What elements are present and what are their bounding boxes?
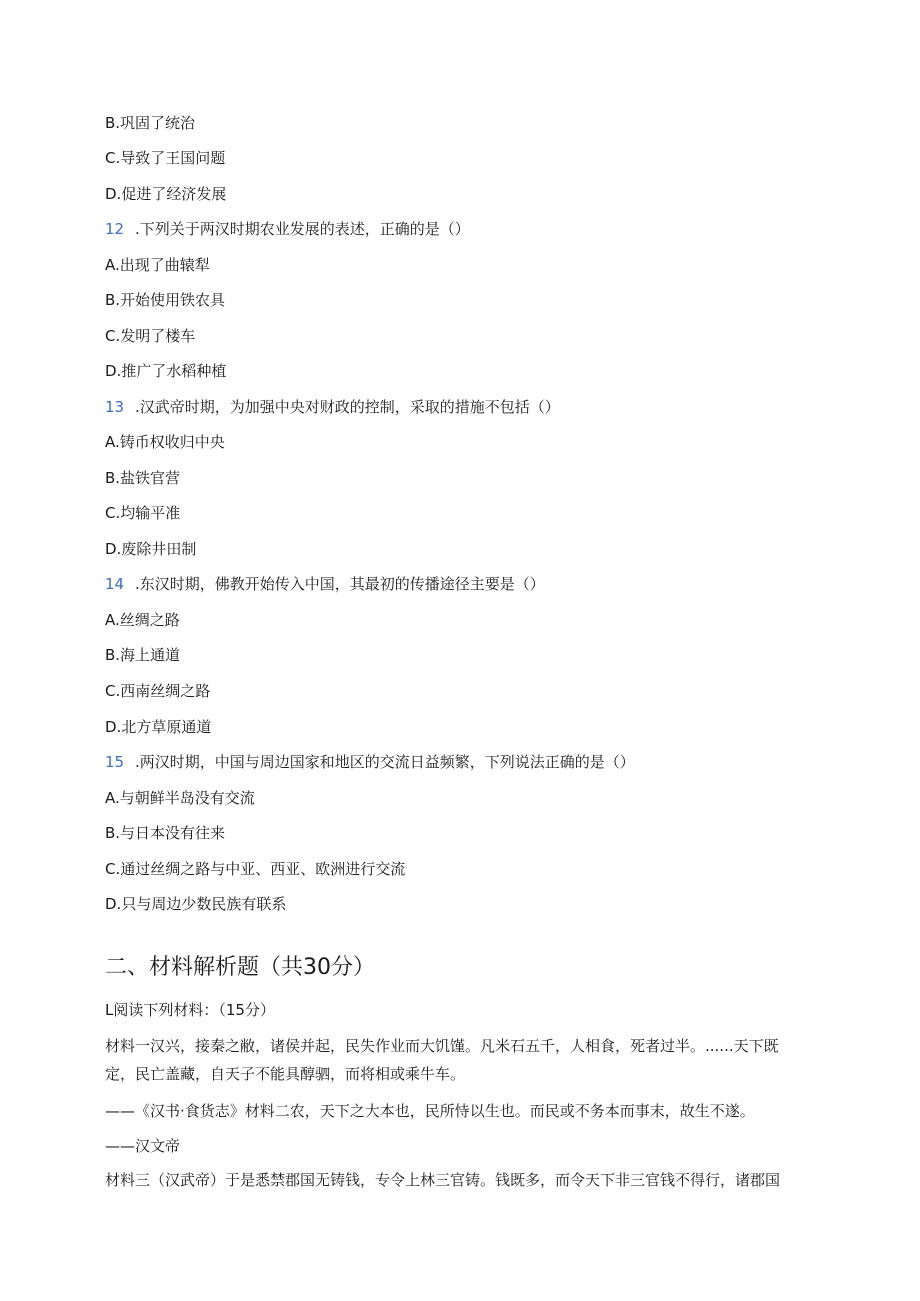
material-one: 材料一汉兴，接秦之敝，诸侯并起，民失作业而大饥馑。凡米石五千，人相食，死者过半。......天下既定，民亡盖藏，自天子不能具醇驷，而将相或乘牛车。 xyxy=(105,1037,779,1083)
q12-option-c: C.发明了楼车 xyxy=(105,327,196,345)
q14-option-c: C.西南丝绸之路 xyxy=(105,682,211,700)
material-three: 材料三（汉武帝）于是悉禁郡国无铸钱，专令上林三官铸。钱既多，而令天下非三官钱不得行，诸郡国 xyxy=(105,1171,781,1189)
q15-option-b: B.与日本没有往来 xyxy=(105,824,226,842)
q15-option-c: C.通过丝绸之路与中亚、西亚、欧洲进行交流 xyxy=(105,860,406,878)
q11-option-c: C.导致了王国问题 xyxy=(105,149,226,167)
question-number: 13 xyxy=(105,398,125,416)
section-heading: 二、材料解析题（共30分） xyxy=(105,955,375,980)
question-number: 14 xyxy=(105,575,125,593)
question-text: .两汉时期，中国与周边国家和地区的交流日益频繁，下列说法正确的是（） xyxy=(135,753,635,771)
q12-option-d: D.推广了水稻种植 xyxy=(105,362,227,380)
q14-option-a: A.丝绸之路 xyxy=(105,611,180,629)
q15-option-d: D.只与周边少数民族有联系 xyxy=(105,895,287,913)
q13-option-b: B.盐铁官营 xyxy=(105,469,181,487)
q11-option-d: D.促进了经济发展 xyxy=(105,185,227,203)
q13-option-a: A.铸币权收归中央 xyxy=(105,433,225,451)
q13-option-c: C.均输平准 xyxy=(105,504,181,522)
question-number: 12 xyxy=(105,220,125,238)
source-attribution: ——汉文帝 xyxy=(105,1137,181,1155)
question-12 xyxy=(105,219,470,239)
q15-option-a: A.与朝鲜半岛没有交流 xyxy=(105,789,255,807)
question-14 xyxy=(105,574,545,594)
question-text: .下列关于两汉时期农业发展的表述，正确的是（） xyxy=(135,220,470,238)
question-text: .汉武帝时期，为加强中央对财政的控制，采取的措施不包括（） xyxy=(135,398,560,416)
reading-instruction: L阅读下列材料：（15分） xyxy=(105,1001,275,1019)
q12-option-a: A.出现了曲辕犁 xyxy=(105,256,210,274)
q12-option-b: B.开始使用铁农具 xyxy=(105,291,226,309)
q14-option-d: D.北方草原通道 xyxy=(105,718,212,736)
question-number: 15 xyxy=(105,753,125,771)
question-text: .东汉时期，佛教开始传入中国，其最初的传播途径主要是（） xyxy=(135,575,545,593)
q14-option-b: B.海上通道 xyxy=(105,646,181,664)
q11-option-b: B.巩固了统治 xyxy=(105,114,196,132)
source-and-material-two: ——《汉书·食货志》材料二农，天下之大本也，民所恃以生也。而民或不务本而事末，故生不遂。 xyxy=(105,1102,755,1120)
question-13 xyxy=(105,397,560,417)
q13-option-d: D.废除井田制 xyxy=(105,540,197,558)
question-15 xyxy=(105,752,635,772)
